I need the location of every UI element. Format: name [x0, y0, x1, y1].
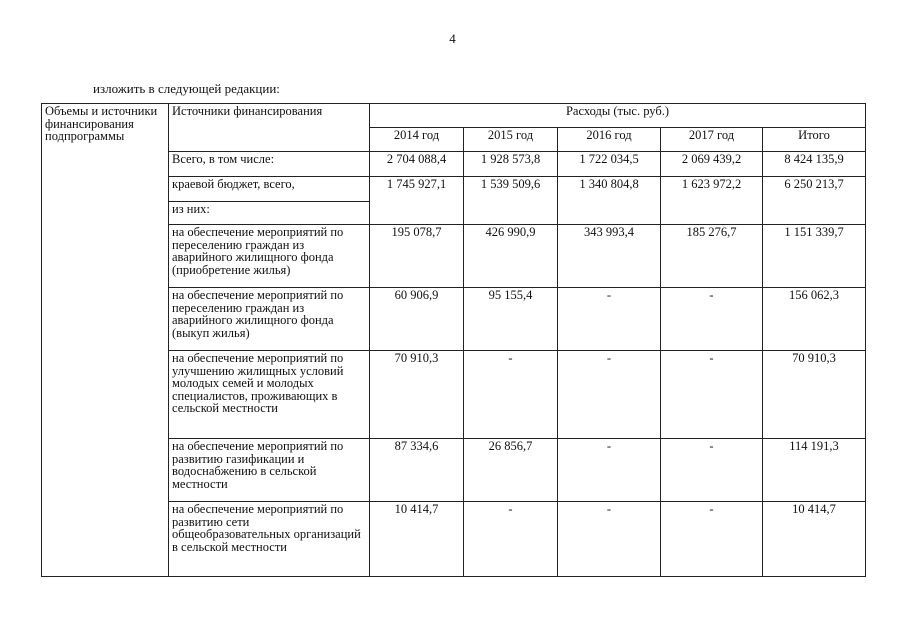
value-cell: 114 191,3	[763, 439, 866, 502]
value-cell: -	[558, 439, 661, 502]
value-cell: -	[661, 351, 763, 439]
value-cell: 1 151 339,7	[763, 225, 866, 288]
value-cell: 70 910,3	[763, 351, 866, 439]
expenses-header: Расходы (тыс. руб.)	[370, 104, 866, 128]
value-cell: 1 539 509,6	[464, 177, 558, 225]
value-cell: 10 414,7	[370, 502, 464, 577]
row-label: на обеспечение мероприятий по развитию сети общеобразовательных организаций в сельской местности	[169, 502, 370, 577]
section-label: Объемы и источники финансирования подпрограммы	[42, 104, 169, 577]
total-header: Итого	[763, 128, 866, 152]
row-label: на обеспечение мероприятий по улучшению жилищных условий молодых семей и молодых специалистов, проживающих в сельской местности	[169, 351, 370, 439]
row-label: на обеспечение мероприятий по переселению граждан из аварийного жилищного фонда (приобретение жилья)	[169, 225, 370, 288]
row-label: краевой бюджет, всего,	[169, 177, 370, 202]
value-cell: 1 340 804,8	[558, 177, 661, 225]
value-cell: -	[661, 439, 763, 502]
value-cell: 95 155,4	[464, 288, 558, 351]
value-cell: 2 069 439,2	[661, 152, 763, 177]
value-cell: 426 990,9	[464, 225, 558, 288]
value-cell: 1 928 573,8	[464, 152, 558, 177]
value-cell: 156 062,3	[763, 288, 866, 351]
value-cell: 1 623 972,2	[661, 177, 763, 225]
value-cell: -	[558, 351, 661, 439]
intro-text: изложить в следующей редакции:	[93, 81, 280, 96]
value-cell: 185 276,7	[661, 225, 763, 288]
value-cell: 2 704 088,4	[370, 152, 464, 177]
financing-table	[41, 103, 866, 577]
row-label: на обеспечение мероприятий по развитию газификации и водоснабжению в сельской местности	[169, 439, 370, 502]
page-number: 4	[449, 31, 456, 46]
year-header-2016: 2016 год	[558, 128, 661, 152]
value-cell: 195 078,7	[370, 225, 464, 288]
year-header-2014: 2014 год	[370, 128, 464, 152]
value-cell: 6 250 213,7	[763, 177, 866, 225]
value-cell: -	[464, 351, 558, 439]
row-label: из них:	[169, 202, 370, 225]
value-cell: 70 910,3	[370, 351, 464, 439]
sources-header: Источники финансирования	[169, 104, 370, 152]
value-cell: 1 722 034,5	[558, 152, 661, 177]
value-cell: -	[661, 502, 763, 577]
value-cell: 60 906,9	[370, 288, 464, 351]
value-cell: 1 745 927,1	[370, 177, 464, 225]
row-label: Всего, в том числе:	[169, 152, 370, 177]
value-cell: -	[558, 502, 661, 577]
value-cell: -	[464, 502, 558, 577]
year-header-2017: 2017 год	[661, 128, 763, 152]
row-label: на обеспечение мероприятий по переселению граждан из аварийного жилищного фонда (выкуп жилья)	[169, 288, 370, 351]
value-cell: 26 856,7	[464, 439, 558, 502]
value-cell: 343 993,4	[558, 225, 661, 288]
value-cell: 8 424 135,9	[763, 152, 866, 177]
year-header-2015: 2015 год	[464, 128, 558, 152]
value-cell: -	[558, 288, 661, 351]
value-cell: -	[661, 288, 763, 351]
value-cell: 87 334,6	[370, 439, 464, 502]
value-cell: 10 414,7	[763, 502, 866, 577]
